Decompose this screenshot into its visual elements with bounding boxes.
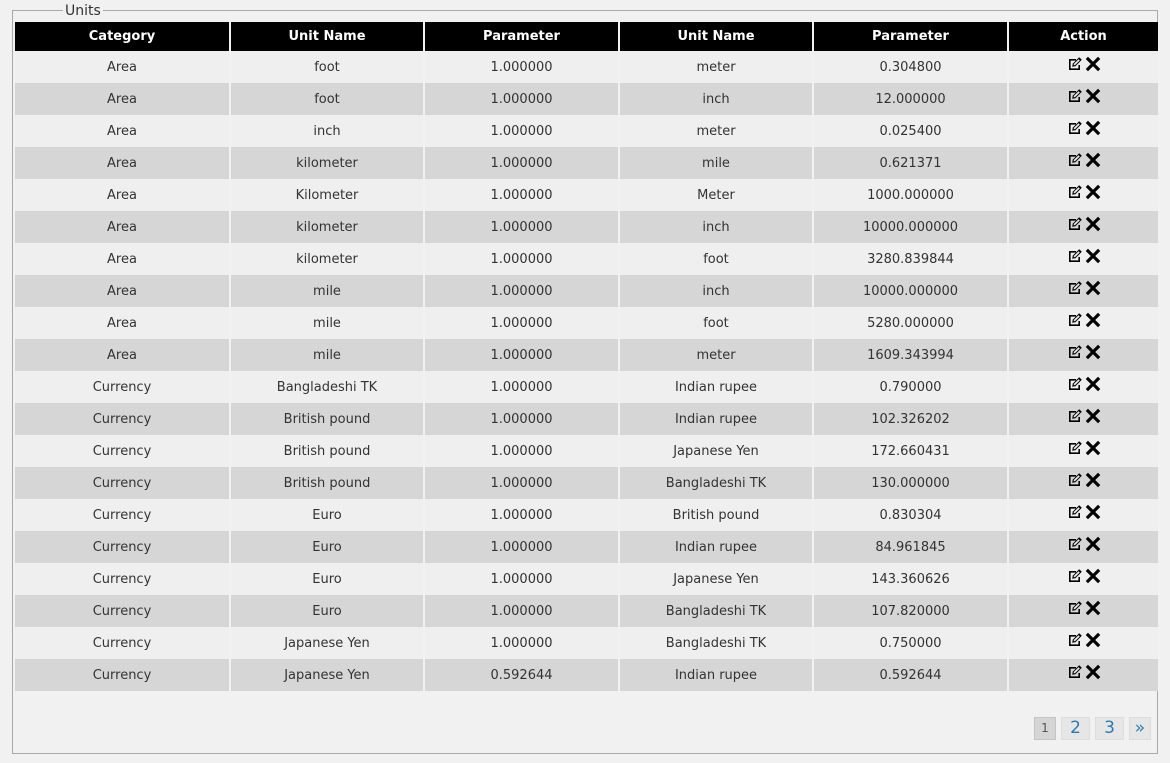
- edit-icon[interactable]: [1067, 376, 1083, 392]
- cell-parameter-to: 0.750000: [814, 627, 1009, 659]
- edit-icon[interactable]: [1067, 88, 1083, 104]
- cell-category: Currency: [15, 627, 231, 659]
- delete-x-icon[interactable]: [1085, 632, 1101, 648]
- cell-parameter-from: 1.000000: [425, 339, 620, 371]
- cell-parameter-to: 3280.839844: [814, 243, 1009, 275]
- cell-category: Currency: [15, 467, 231, 499]
- table-body: [15, 51, 1158, 691]
- table-row: [15, 243, 1158, 275]
- cell-parameter-to: 0.592644: [814, 659, 1009, 691]
- edit-icon[interactable]: [1067, 280, 1083, 296]
- cell-unit-name-to: inch: [620, 211, 814, 243]
- cell-category: Currency: [15, 403, 231, 435]
- cell-unit-name-to: Bangladeshi TK: [620, 627, 814, 659]
- cell-category: Currency: [15, 435, 231, 467]
- cell-parameter-from: 1.000000: [425, 595, 620, 627]
- cell-unit-name-from: Euro: [231, 595, 425, 627]
- table-row: [15, 339, 1158, 371]
- cell-action: [1009, 563, 1158, 595]
- delete-x-icon[interactable]: [1085, 56, 1101, 72]
- cell-category: Area: [15, 275, 231, 307]
- edit-icon[interactable]: [1067, 536, 1083, 552]
- cell-parameter-to: 5280.000000: [814, 307, 1009, 339]
- table-row: [15, 83, 1158, 115]
- table-row: [15, 275, 1158, 307]
- table-row: [15, 307, 1158, 339]
- table-row: [15, 371, 1158, 403]
- delete-x-icon[interactable]: [1085, 568, 1101, 584]
- table-row: [15, 531, 1158, 563]
- cell-parameter-to: 0.830304: [814, 499, 1009, 531]
- table-row: [15, 467, 1158, 499]
- cell-parameter-from: 1.000000: [425, 499, 620, 531]
- cell-parameter-from: 1.000000: [425, 115, 620, 147]
- edit-icon[interactable]: [1067, 568, 1083, 584]
- cell-unit-name-from: kilometer: [231, 243, 425, 275]
- cell-parameter-to: 0.025400: [814, 115, 1009, 147]
- cell-category: Currency: [15, 595, 231, 627]
- cell-parameter-to: 0.621371: [814, 147, 1009, 179]
- cell-category: Currency: [15, 371, 231, 403]
- cell-unit-name-from: kilometer: [231, 211, 425, 243]
- cell-parameter-from: 1.000000: [425, 531, 620, 563]
- table-row: [15, 115, 1158, 147]
- cell-category: Area: [15, 115, 231, 147]
- edit-icon[interactable]: [1067, 248, 1083, 264]
- page-3-button[interactable]: 3: [1095, 717, 1124, 740]
- cell-action: [1009, 595, 1158, 627]
- units-table: [15, 22, 1158, 691]
- table-header-row: [15, 22, 1158, 51]
- cell-parameter-to: 107.820000: [814, 595, 1009, 627]
- delete-x-icon[interactable]: [1085, 248, 1101, 264]
- cell-parameter-from: 1.000000: [425, 627, 620, 659]
- delete-x-icon[interactable]: [1085, 88, 1101, 104]
- cell-unit-name-from: Euro: [231, 563, 425, 595]
- cell-unit-name-from: inch: [231, 115, 425, 147]
- cell-unit-name-to: inch: [620, 275, 814, 307]
- cell-unit-name-to: meter: [620, 339, 814, 371]
- page-2-button[interactable]: 2: [1061, 717, 1090, 740]
- cell-unit-name-from: foot: [231, 83, 425, 115]
- cell-unit-name-to: Indian rupee: [620, 531, 814, 563]
- cell-unit-name-to: Indian rupee: [620, 403, 814, 435]
- delete-x-icon[interactable]: [1085, 408, 1101, 424]
- table-row: [15, 563, 1158, 595]
- cell-unit-name-to: meter: [620, 51, 814, 83]
- cell-parameter-from: 1.000000: [425, 307, 620, 339]
- edit-icon[interactable]: [1067, 600, 1083, 616]
- cell-unit-name-to: Meter: [620, 179, 814, 211]
- col-header-parameter-to[interactable]: Parameter: [814, 22, 1009, 51]
- cell-action: [1009, 339, 1158, 371]
- edit-icon[interactable]: [1067, 472, 1083, 488]
- cell-unit-name-from: Kilometer: [231, 179, 425, 211]
- delete-x-icon[interactable]: [1085, 536, 1101, 552]
- edit-icon[interactable]: [1067, 664, 1083, 680]
- table-row: [15, 179, 1158, 211]
- cell-unit-name-from: Euro: [231, 499, 425, 531]
- cell-unit-name-from: British pound: [231, 435, 425, 467]
- cell-parameter-from: 0.592644: [425, 659, 620, 691]
- cell-unit-name-from: British pound: [231, 403, 425, 435]
- cell-parameter-from: 1.000000: [425, 83, 620, 115]
- cell-action: [1009, 307, 1158, 339]
- cell-unit-name-from: mile: [231, 275, 425, 307]
- delete-x-icon[interactable]: [1085, 344, 1101, 360]
- delete-x-icon[interactable]: [1085, 312, 1101, 328]
- col-header-category[interactable]: Category: [15, 22, 231, 51]
- cell-category: Area: [15, 179, 231, 211]
- cell-action: [1009, 467, 1158, 499]
- cell-parameter-to: 130.000000: [814, 467, 1009, 499]
- cell-unit-name-from: Japanese Yen: [231, 659, 425, 691]
- delete-x-icon[interactable]: [1085, 120, 1101, 136]
- delete-x-icon[interactable]: [1085, 472, 1101, 488]
- table-row: [15, 211, 1158, 243]
- cell-unit-name-to: meter: [620, 115, 814, 147]
- cell-action: [1009, 115, 1158, 147]
- table-row: [15, 147, 1158, 179]
- cell-parameter-from: 1.000000: [425, 435, 620, 467]
- edit-icon[interactable]: [1067, 312, 1083, 328]
- table-row: [15, 659, 1158, 691]
- edit-icon[interactable]: [1067, 632, 1083, 648]
- cell-category: Currency: [15, 531, 231, 563]
- edit-icon[interactable]: [1067, 120, 1083, 136]
- cell-category: Area: [15, 211, 231, 243]
- cell-unit-name-from: mile: [231, 307, 425, 339]
- col-header-action: Action: [1009, 22, 1158, 51]
- cell-category: Area: [15, 147, 231, 179]
- cell-unit-name-to: foot: [620, 307, 814, 339]
- cell-parameter-to: 12.000000: [814, 83, 1009, 115]
- cell-unit-name-to: Indian rupee: [620, 659, 814, 691]
- cell-parameter-to: 1609.343994: [814, 339, 1009, 371]
- cell-parameter-from: 1.000000: [425, 179, 620, 211]
- delete-x-icon[interactable]: [1085, 600, 1101, 616]
- cell-unit-name-to: inch: [620, 83, 814, 115]
- delete-x-icon[interactable]: [1085, 376, 1101, 392]
- cell-category: Area: [15, 307, 231, 339]
- cell-unit-name-from: Euro: [231, 531, 425, 563]
- cell-parameter-from: 1.000000: [425, 147, 620, 179]
- cell-category: Currency: [15, 659, 231, 691]
- delete-x-icon[interactable]: [1085, 280, 1101, 296]
- cell-unit-name-to: Bangladeshi TK: [620, 467, 814, 499]
- cell-unit-name-to: foot: [620, 243, 814, 275]
- cell-action: [1009, 659, 1158, 691]
- cell-unit-name-to: Bangladeshi TK: [620, 595, 814, 627]
- edit-icon[interactable]: [1067, 152, 1083, 168]
- cell-action: [1009, 51, 1158, 83]
- cell-action: [1009, 531, 1158, 563]
- pagination: [1034, 717, 1151, 740]
- table-row: [15, 627, 1158, 659]
- edit-icon[interactable]: [1067, 440, 1083, 456]
- cell-unit-name-from: kilometer: [231, 147, 425, 179]
- edit-icon[interactable]: [1067, 184, 1083, 200]
- edit-icon[interactable]: [1067, 216, 1083, 232]
- page-1-button[interactable]: 1: [1034, 717, 1056, 740]
- edit-icon[interactable]: [1067, 504, 1083, 520]
- cell-parameter-to: 172.660431: [814, 435, 1009, 467]
- cell-unit-name-to: Japanese Yen: [620, 435, 814, 467]
- panel-legend: Units: [65, 3, 101, 19]
- cell-action: [1009, 243, 1158, 275]
- cell-parameter-from: 1.000000: [425, 211, 620, 243]
- cell-parameter-from: 1.000000: [425, 563, 620, 595]
- delete-x-icon[interactable]: [1085, 184, 1101, 200]
- cell-action: [1009, 499, 1158, 531]
- edit-icon[interactable]: [1067, 344, 1083, 360]
- table-row: [15, 499, 1158, 531]
- cell-parameter-to: 143.360626: [814, 563, 1009, 595]
- cell-action: [1009, 627, 1158, 659]
- cell-parameter-to: 0.790000: [814, 371, 1009, 403]
- delete-x-icon[interactable]: [1085, 152, 1101, 168]
- cell-action: [1009, 211, 1158, 243]
- table-row: [15, 595, 1158, 627]
- cell-action: [1009, 403, 1158, 435]
- cell-parameter-from: 1.000000: [425, 403, 620, 435]
- cell-unit-name-from: Bangladeshi TK: [231, 371, 425, 403]
- cell-parameter-from: 1.000000: [425, 275, 620, 307]
- cell-parameter-from: 1.000000: [425, 243, 620, 275]
- cell-action: [1009, 435, 1158, 467]
- cell-unit-name-to: mile: [620, 147, 814, 179]
- delete-x-icon[interactable]: [1085, 216, 1101, 232]
- cell-unit-name-to: British pound: [620, 499, 814, 531]
- cell-parameter-to: 10000.000000: [814, 211, 1009, 243]
- cell-parameter-to: 84.961845: [814, 531, 1009, 563]
- cell-action: [1009, 147, 1158, 179]
- cell-action: [1009, 83, 1158, 115]
- edit-icon[interactable]: [1067, 408, 1083, 424]
- cell-category: Currency: [15, 499, 231, 531]
- cell-action: [1009, 371, 1158, 403]
- cell-unit-name-to: Indian rupee: [620, 371, 814, 403]
- cell-unit-name-to: Japanese Yen: [620, 563, 814, 595]
- cell-unit-name-from: Japanese Yen: [231, 627, 425, 659]
- edit-icon[interactable]: [1067, 56, 1083, 72]
- delete-x-icon[interactable]: [1085, 440, 1101, 456]
- cell-parameter-from: 1.000000: [425, 371, 620, 403]
- delete-x-icon[interactable]: [1085, 664, 1101, 680]
- col-header-unit-name-to[interactable]: Unit Name: [620, 22, 814, 51]
- col-header-parameter-from[interactable]: Parameter: [425, 22, 620, 51]
- next-page-button[interactable]: »: [1129, 717, 1151, 740]
- cell-parameter-from: 1.000000: [425, 51, 620, 83]
- cell-parameter-to: 102.326202: [814, 403, 1009, 435]
- table-row: [15, 51, 1158, 83]
- cell-category: Currency: [15, 563, 231, 595]
- cell-unit-name-from: British pound: [231, 467, 425, 499]
- cell-parameter-from: 1.000000: [425, 467, 620, 499]
- cell-category: Area: [15, 51, 231, 83]
- cell-parameter-to: 0.304800: [814, 51, 1009, 83]
- table-row: [15, 403, 1158, 435]
- cell-unit-name-from: foot: [231, 51, 425, 83]
- cell-category: Area: [15, 243, 231, 275]
- cell-parameter-to: 1000.000000: [814, 179, 1009, 211]
- col-header-unit-name-from[interactable]: Unit Name: [231, 22, 425, 51]
- cell-parameter-to: 10000.000000: [814, 275, 1009, 307]
- cell-action: [1009, 275, 1158, 307]
- units-panel: [12, 3, 1158, 754]
- cell-action: [1009, 179, 1158, 211]
- cell-unit-name-from: mile: [231, 339, 425, 371]
- cell-category: Area: [15, 339, 231, 371]
- delete-x-icon[interactable]: [1085, 504, 1101, 520]
- table-row: [15, 435, 1158, 467]
- cell-category: Area: [15, 83, 231, 115]
